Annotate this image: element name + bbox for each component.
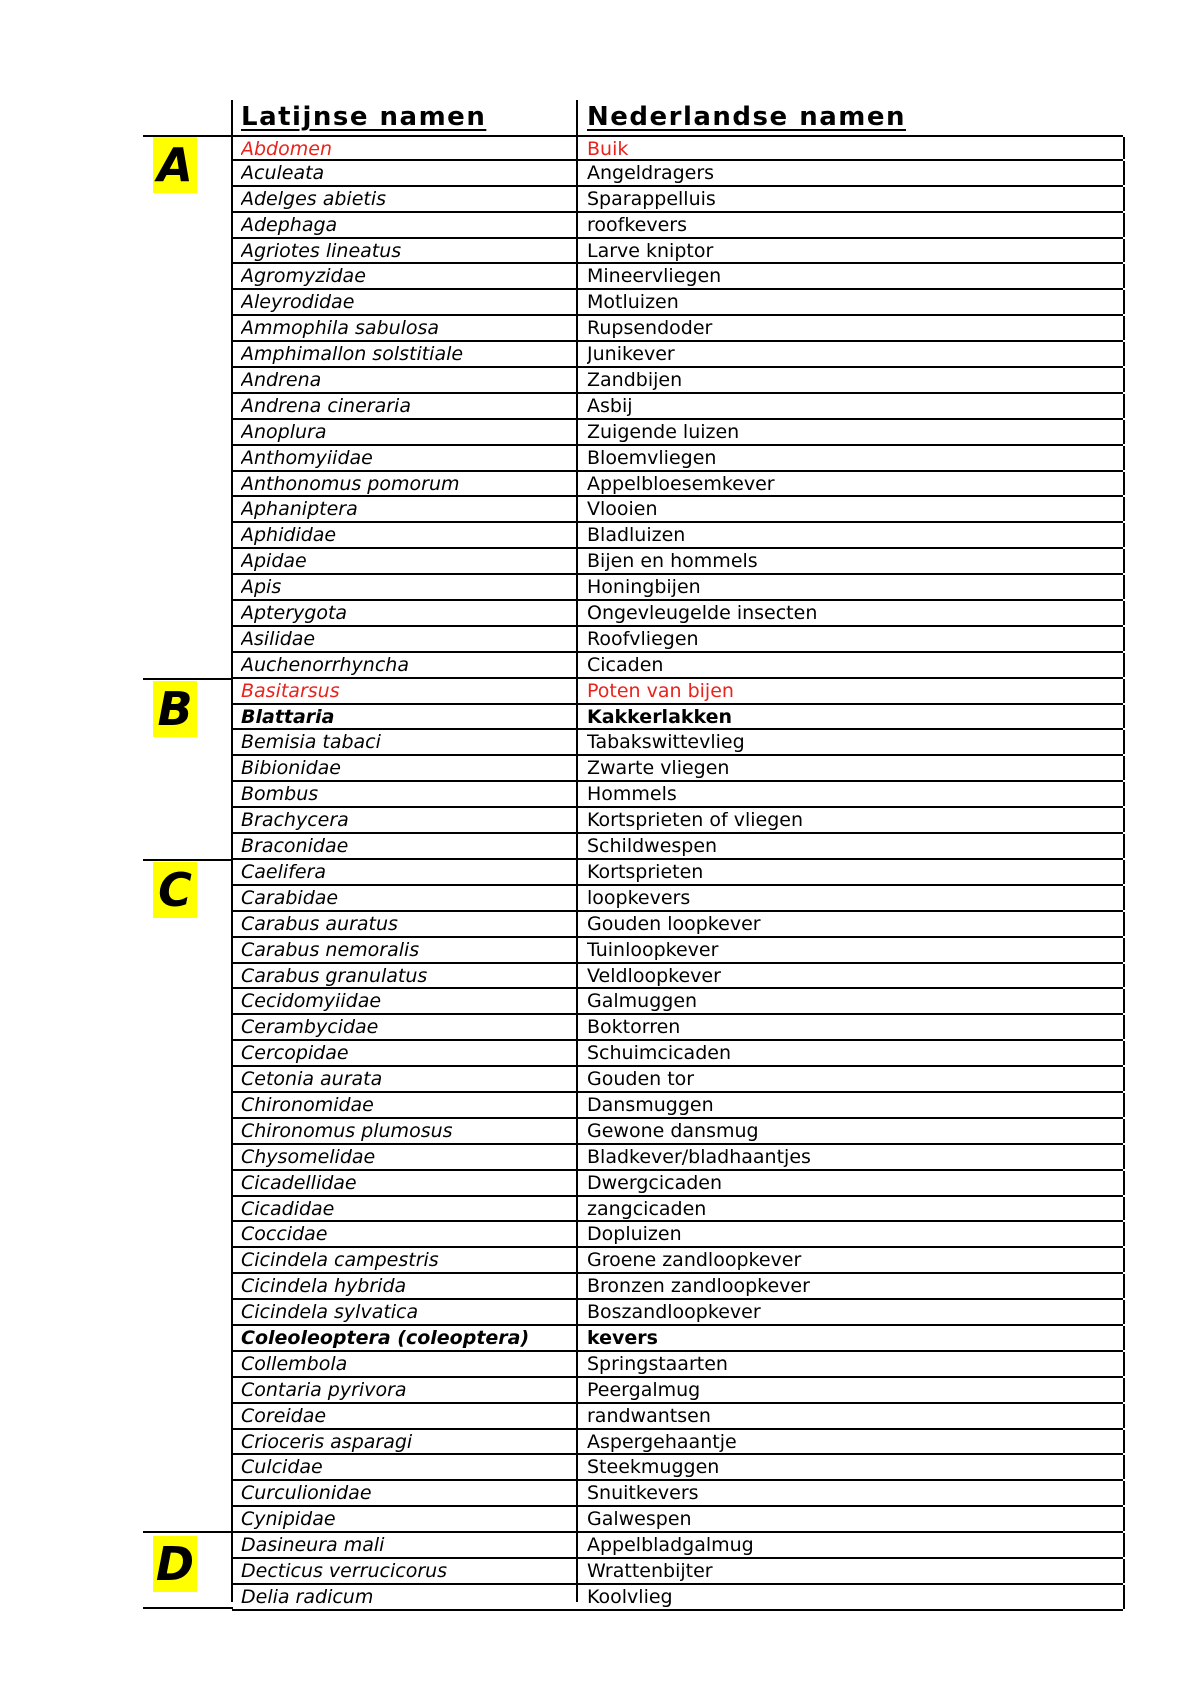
latin-name-cell: Anthomyiidae (241, 446, 373, 469)
table-row (232, 549, 1123, 575)
latin-name-cell: Coleoleoptera (coleoptera) (241, 1326, 530, 1349)
latin-name-cell: Chysomelidae (241, 1145, 376, 1168)
table-row (232, 446, 1123, 472)
table-row (232, 342, 1123, 368)
dutch-name-cell: Groene zandloopkever (587, 1249, 802, 1272)
table-right-border (1123, 1352, 1125, 1376)
dutch-name-cell: Bloemvliegen (587, 446, 717, 469)
latin-name-cell: Amphimallon solstitiale (241, 343, 464, 366)
section-separator (143, 859, 233, 861)
latin-name-cell: Blattaria (241, 705, 335, 728)
table-right-border (1123, 368, 1125, 392)
table-row (232, 290, 1123, 316)
latin-name-cell: Contaria pyrivora (241, 1378, 407, 1401)
table-row (232, 938, 1123, 964)
dutch-name-cell: Wrattenbijter (587, 1559, 713, 1582)
latin-name-cell: Aphididae (241, 524, 337, 547)
dutch-name-cell: Appelbloesemkever (587, 472, 775, 495)
dutch-name-cell: Dopluizen (587, 1223, 682, 1246)
dutch-name-cell: randwantsen (587, 1404, 711, 1427)
table-right-border (1123, 187, 1125, 211)
table-row (232, 1352, 1123, 1378)
latin-name-cell: Braconidae (241, 835, 349, 858)
table-row (232, 1378, 1123, 1404)
table-right-border (1123, 1222, 1125, 1246)
section-letter-b: B (153, 681, 197, 737)
dutch-name-cell: Gewone dansmug (587, 1119, 759, 1142)
table-right-border (1123, 1171, 1125, 1195)
table-right-border (1123, 1507, 1125, 1531)
table-right-border (1123, 1300, 1125, 1324)
table-right-border (1123, 1326, 1125, 1350)
table-right-border (1123, 627, 1125, 651)
latin-name-cell: Apterygota (241, 602, 348, 625)
dutch-name-cell: Ongevleugelde insecten (587, 602, 818, 625)
table-right-border (1123, 705, 1125, 729)
dutch-name-cell: Bladkever/bladhaantjes (587, 1145, 811, 1168)
table-right-border (1123, 1119, 1125, 1143)
table-row (232, 368, 1123, 394)
dutch-name-cell: Bladluizen (587, 524, 686, 547)
section-letter-a: A (153, 137, 197, 193)
table-right-border (1123, 213, 1125, 237)
dutch-name-cell: Gouden tor (587, 1068, 695, 1091)
dutch-name-cell: Galmuggen (587, 990, 698, 1013)
table-right-border (1123, 446, 1125, 470)
table-row (232, 1197, 1123, 1223)
section-letter-c: C (153, 862, 197, 918)
table-row (232, 1274, 1123, 1300)
table-row (232, 1455, 1123, 1481)
table-row (232, 316, 1123, 342)
table-right-border (1123, 782, 1125, 806)
dutch-column-header: Nederlandse namen (587, 102, 906, 132)
table-row (232, 1585, 1123, 1611)
latin-name-cell: Agriotes lineatus (241, 239, 402, 262)
table-row (232, 886, 1123, 912)
latin-name-cell: Aleyrodidae (241, 291, 355, 314)
latin-name-cell: Carabidae (241, 886, 339, 909)
table-row (232, 161, 1123, 187)
latin-name-cell: Brachycera (241, 809, 349, 832)
dutch-name-cell: Zuigende luizen (587, 420, 740, 443)
dutch-name-cell: Steekmuggen (587, 1456, 720, 1479)
dutch-name-cell: Peergalmug (587, 1378, 701, 1401)
table-row (232, 912, 1123, 938)
table-right-border (1123, 964, 1125, 988)
table-right-border (1123, 601, 1125, 625)
table-row (232, 187, 1123, 213)
latin-name-cell: Chironomus plumosus (241, 1119, 453, 1142)
table-row (232, 627, 1123, 653)
dutch-name-cell: Snuitkevers (587, 1482, 699, 1505)
table-row (232, 964, 1123, 990)
table-right-border (1123, 860, 1125, 884)
table-right-border (1123, 1093, 1125, 1117)
table-right-border (1123, 342, 1125, 366)
table-row (232, 1222, 1123, 1248)
dutch-name-cell: Sparappelluis (587, 187, 716, 210)
table-row (232, 860, 1123, 886)
section-separator (143, 135, 233, 137)
table-row (232, 394, 1123, 420)
dutch-name-cell: Boszandloopkever (587, 1301, 761, 1324)
latin-name-cell: Bombus (241, 783, 319, 806)
dutch-name-cell: Zandbijen (587, 369, 683, 392)
latin-name-cell: Asilidae (241, 627, 316, 650)
table-row (232, 1145, 1123, 1171)
section-separator (143, 1607, 233, 1609)
section-letter-d: D (153, 1536, 197, 1592)
latin-name-cell: Carabus auratus (241, 912, 398, 935)
dutch-name-cell: Mineervliegen (587, 265, 722, 288)
table-right-border (1123, 938, 1125, 962)
latin-name-cell: Apidae (241, 550, 307, 573)
table-row (232, 472, 1123, 498)
names-table (232, 135, 1123, 1611)
dutch-name-cell: Veldloopkever (587, 964, 721, 987)
dutch-name-cell: Kortsprieten (587, 860, 704, 883)
table-right-border (1123, 394, 1125, 418)
table-row (232, 1041, 1123, 1067)
latin-name-cell: Agromyzidae (241, 265, 366, 288)
table-right-border (1123, 730, 1125, 754)
table-row (232, 1093, 1123, 1119)
table-row (232, 756, 1123, 782)
latin-name-cell: Cicadidae (241, 1197, 335, 1220)
table-row (232, 497, 1123, 523)
table-right-border (1123, 549, 1125, 573)
latin-name-cell: Cicindela hybrida (241, 1275, 407, 1298)
latin-name-cell: Bibionidae (241, 757, 341, 780)
latin-column-header: Latijnse namen (241, 102, 487, 132)
dutch-name-cell: Galwespen (587, 1508, 692, 1531)
latin-name-cell: Cicindela campestris (241, 1249, 439, 1272)
latin-name-cell: Carabus nemoralis (241, 938, 420, 961)
table-right-border (1123, 679, 1125, 703)
dutch-name-cell: Hommels (587, 783, 677, 806)
table-row (232, 834, 1123, 860)
table-right-border (1123, 1404, 1125, 1428)
table-row (232, 1430, 1123, 1456)
table-row (232, 989, 1123, 1015)
table-right-border (1123, 316, 1125, 340)
latin-name-cell: Delia radicum (241, 1585, 374, 1608)
latin-name-cell: Cerambycidae (241, 1016, 379, 1039)
latin-name-cell: Crioceris asparagi (241, 1430, 413, 1453)
latin-name-cell: Abdomen (241, 138, 332, 160)
table-row (232, 1481, 1123, 1507)
latin-name-cell: Cetonia aurata (241, 1068, 383, 1091)
table-right-border (1123, 1015, 1125, 1039)
latin-name-cell: Dasineura mali (241, 1534, 385, 1557)
latin-name-cell: Adephaga (241, 213, 338, 236)
dutch-name-cell: Boktorren (587, 1016, 681, 1039)
table-right-border (1123, 756, 1125, 780)
table-row (232, 213, 1123, 239)
latin-name-cell: Bemisia tabaci (241, 731, 381, 754)
dutch-name-cell: Koolvlieg (587, 1585, 673, 1608)
latin-name-cell: Anoplura (241, 420, 327, 443)
latin-name-cell: Basitarsus (241, 679, 340, 702)
latin-name-cell: Ammophila sabulosa (241, 317, 440, 340)
section-separator (143, 1531, 233, 1533)
table-row (232, 264, 1123, 290)
dutch-name-cell: Kakkerlakken (587, 705, 733, 728)
table-row (232, 808, 1123, 834)
latin-name-cell: Cynipidae (241, 1508, 336, 1531)
dutch-name-cell: Schuimcicaden (587, 1042, 731, 1065)
latin-name-cell: Auchenorrhyncha (241, 653, 409, 676)
dutch-name-cell: Bijen en hommels (587, 550, 758, 573)
table-row (232, 1559, 1123, 1585)
table-row (232, 1507, 1123, 1533)
table-row (232, 1067, 1123, 1093)
dutch-name-cell: Dansmuggen (587, 1093, 714, 1116)
latin-name-cell: Cicadellidae (241, 1171, 357, 1194)
table-row (232, 1300, 1123, 1326)
table-right-border (1123, 472, 1125, 496)
table-right-border (1123, 239, 1125, 263)
dutch-name-cell: Asbij (587, 394, 633, 417)
table-right-border (1123, 1274, 1125, 1298)
table-right-border (1123, 1145, 1125, 1169)
dutch-name-cell: Bronzen zandloopkever (587, 1275, 810, 1298)
table-right-border (1123, 1248, 1125, 1272)
dutch-name-cell: Poten van bijen (587, 679, 734, 702)
table-right-border (1123, 1041, 1125, 1065)
table-right-border (1123, 523, 1125, 547)
table-right-border (1123, 1585, 1125, 1609)
latin-name-cell: Coccidae (241, 1223, 328, 1246)
table-row (232, 239, 1123, 265)
table-right-border (1123, 1455, 1125, 1479)
table-row (232, 1326, 1123, 1352)
latin-name-cell: Collembola (241, 1352, 348, 1375)
dutch-name-cell: Honingbijen (587, 576, 701, 599)
table-row (232, 782, 1123, 808)
dutch-name-cell: Buik (587, 138, 629, 160)
dutch-name-cell: Rupsendoder (587, 317, 713, 340)
latin-name-cell: Chironomidae (241, 1093, 374, 1116)
table-right-border (1123, 264, 1125, 288)
table-row (232, 1015, 1123, 1041)
table-right-border (1123, 497, 1125, 521)
latin-name-cell: Aphaniptera (241, 498, 358, 521)
table-row (232, 135, 1123, 161)
latin-name-cell: Anthonomus pomorum (241, 472, 460, 495)
table-row (232, 705, 1123, 731)
latin-name-cell: Andrena cineraria (241, 394, 411, 417)
table-right-border (1123, 1430, 1125, 1454)
dutch-name-cell: Kortsprieten of vliegen (587, 809, 803, 832)
table-right-border (1123, 989, 1125, 1013)
latin-name-cell: Andrena (241, 369, 322, 392)
table-right-border (1123, 1067, 1125, 1091)
table-right-border (1123, 1197, 1125, 1221)
table-row (232, 1171, 1123, 1197)
latin-name-cell: Adelges abietis (241, 187, 387, 210)
latin-name-cell: Cercopidae (241, 1042, 349, 1065)
table-right-border (1123, 1533, 1125, 1557)
latin-name-cell: Cicindela sylvatica (241, 1301, 419, 1324)
dutch-name-cell: Appelbladgalmug (587, 1534, 754, 1557)
dutch-name-cell: Aspergehaantje (587, 1430, 737, 1453)
dutch-name-cell: Larve kniptor (587, 239, 714, 262)
table-row (232, 420, 1123, 446)
dutch-name-cell: Motluizen (587, 291, 679, 314)
dutch-name-cell: Tabakswittevlieg (587, 731, 745, 754)
table-row (232, 523, 1123, 549)
dutch-name-cell: Junikever (587, 343, 675, 366)
latin-name-cell: Aculeata (241, 161, 325, 184)
table-row (232, 730, 1123, 756)
latin-name-cell: Coreidae (241, 1404, 327, 1427)
table-right-border (1123, 1481, 1125, 1505)
dutch-name-cell: Schildwespen (587, 835, 718, 858)
dutch-name-cell: Tuinloopkever (587, 938, 719, 961)
latin-name-cell: Culcidae (241, 1456, 323, 1479)
latin-name-cell: Cecidomyiidae (241, 990, 382, 1013)
latin-name-cell: Carabus granulatus (241, 964, 428, 987)
table-right-border (1123, 1559, 1125, 1583)
latin-name-cell: Curculionidae (241, 1482, 372, 1505)
table-row (232, 1404, 1123, 1430)
table-right-border (1123, 834, 1125, 858)
table-row (232, 679, 1123, 705)
dutch-name-cell: Cicaden (587, 653, 664, 676)
table-row (232, 1119, 1123, 1145)
dutch-name-cell: Angeldragers (587, 161, 715, 184)
dutch-name-cell: roofkevers (587, 213, 687, 236)
table-right-border (1123, 1378, 1125, 1402)
table-right-border (1123, 420, 1125, 444)
table-row (232, 1248, 1123, 1274)
dutch-name-cell: Zwarte vliegen (587, 757, 730, 780)
table-row (232, 575, 1123, 601)
table-right-border (1123, 290, 1125, 314)
dutch-name-cell: Dwergcicaden (587, 1171, 723, 1194)
dutch-name-cell: Vlooien (587, 498, 658, 521)
table-right-border (1123, 912, 1125, 936)
latin-name-cell: Decticus verrucicorus (241, 1559, 448, 1582)
table-row (232, 601, 1123, 627)
latin-name-cell: Caelifera (241, 860, 326, 883)
dutch-name-cell: Roofvliegen (587, 627, 699, 650)
dutch-name-cell: Springstaarten (587, 1352, 728, 1375)
table-row (232, 1533, 1123, 1559)
latin-name-cell: Apis (241, 576, 282, 599)
table-right-border (1123, 886, 1125, 910)
table-right-border (1123, 137, 1125, 159)
table-right-border (1123, 161, 1125, 185)
table-row (232, 653, 1123, 679)
dutch-name-cell: loopkevers (587, 886, 691, 909)
dutch-name-cell: zangcicaden (587, 1197, 707, 1220)
dutch-name-cell: kevers (587, 1326, 658, 1349)
dutch-name-cell: Gouden loopkever (587, 912, 761, 935)
table-right-border (1123, 653, 1125, 677)
section-separator (143, 678, 233, 680)
table-right-border (1123, 808, 1125, 832)
table-right-border (1123, 575, 1125, 599)
